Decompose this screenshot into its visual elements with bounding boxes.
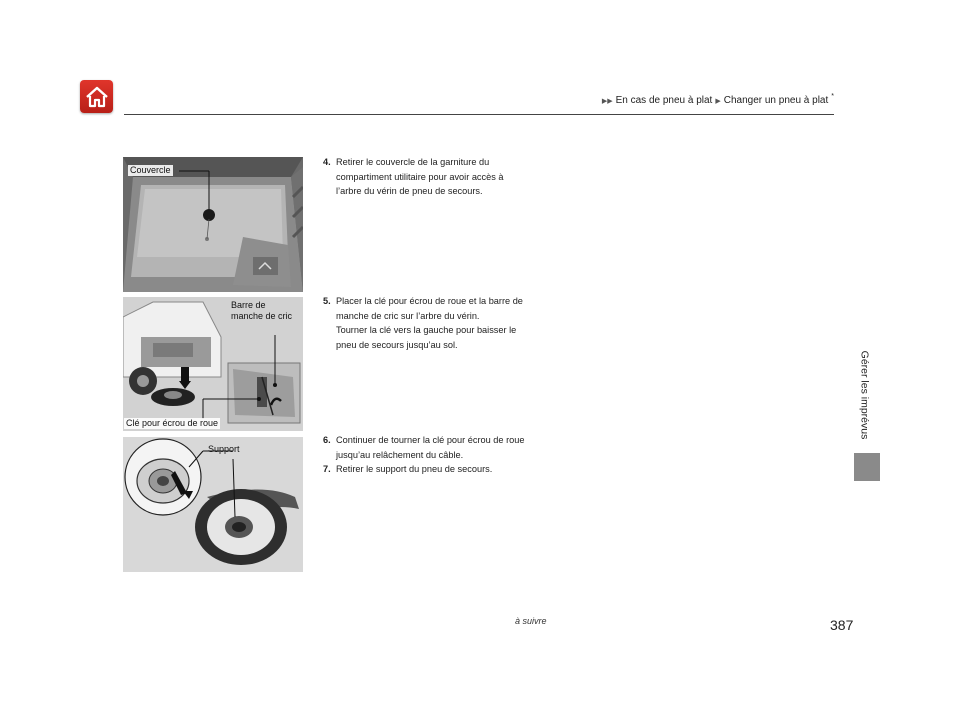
home-button[interactable] (80, 80, 113, 113)
step-text-line: manche de cric sur l’arbre du vérin. (336, 310, 480, 321)
spare-support-illustration (123, 437, 303, 572)
step-text-line: Placer la clé pour écrou de roue et la barre de (336, 296, 523, 306)
step-7 (323, 462, 563, 477)
callout-jack-bar-line1: Barre de (231, 300, 266, 310)
home-icon (85, 86, 109, 108)
breadcrumb (602, 95, 834, 106)
side-section-tab[interactable] (854, 453, 880, 481)
step-text-line: jusqu’au relâchement du câble. (336, 449, 464, 460)
callout-support: Support (208, 444, 240, 454)
step-text-line: l’arbre du vérin de pneu de secours. (336, 186, 483, 196)
step-number: 4. (323, 157, 331, 167)
callout-cover: Couvercle (130, 165, 171, 175)
side-section-label (854, 340, 874, 450)
cargo-floor-illustration (123, 157, 303, 292)
callout-lug-wrench: Clé pour écrou de roue (126, 418, 219, 428)
step-number: 6. (323, 435, 331, 445)
side-section-title: Gérer les imprévus (858, 350, 871, 440)
callout-jack-bar-line2: manche de cric (231, 311, 293, 321)
figure-cargo-cover (123, 157, 303, 292)
breadcrumb-asterisk: * (831, 93, 834, 100)
step-text-line: Tourner la clé vers la gauche pour baisser le (336, 325, 517, 335)
breadcrumb-current: Changer un pneu à plat (723, 95, 829, 106)
step-5 (323, 294, 563, 352)
step-text-line: compartiment utilitaire pour avoir accès à (336, 171, 504, 182)
continue-note: à suivre (515, 616, 547, 626)
breadcrumb-link-flat-tire[interactable]: En cas de pneu à plat (615, 95, 713, 106)
header-divider (124, 114, 834, 115)
page-number: 387 (830, 617, 854, 633)
breadcrumb-arrow-icon: ▶ (715, 97, 721, 105)
step-number: 7. (323, 464, 331, 474)
step-text-line: Retirer le support du pneu de secours. (336, 464, 493, 474)
step-number: 5. (323, 296, 331, 306)
step-text-line: pneu de secours jusqu’au sol. (336, 339, 458, 350)
figure-spare-lowering (123, 297, 303, 431)
figure-spare-support (123, 437, 303, 572)
step-text-line: Retirer le couvercle de la garniture du (336, 157, 490, 167)
breadcrumb-arrow-icon: ▶▶ (601, 97, 613, 105)
step-6 (323, 433, 563, 462)
step-4 (323, 155, 563, 199)
step-text-line: Continuer de tourner la clé pour écrou de roue (336, 435, 525, 445)
